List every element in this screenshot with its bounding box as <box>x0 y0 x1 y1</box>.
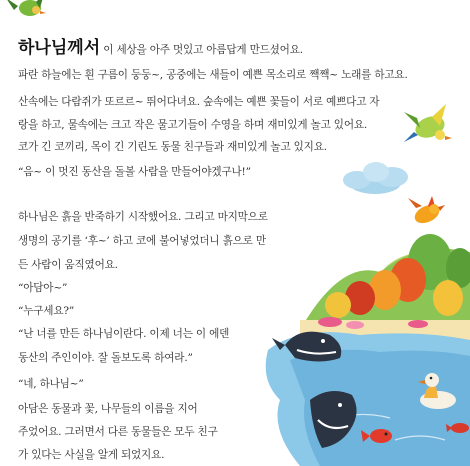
paragraph1-line-4: 코가 긴 코끼리, 목이 긴 기린도 동물 친구들과 재미있게 놀고 있지요. <box>18 141 327 153</box>
paragraph2-line-3: 든 사람이 움직였어요. <box>18 259 118 271</box>
bird-icon-orange <box>408 196 445 227</box>
paragraph2-line-1: 하나님은 흙을 반죽하기 시작했어요. 그리고 마지막으로 <box>18 211 268 223</box>
title-word: 하나님께서 <box>18 38 101 58</box>
paragraph1-line-3: 랑을 하고, 물속에는 크고 작은 물고기들이 수영을 하며 재미있게 놀고 있어요. <box>18 119 368 131</box>
paragraph2-line-11: 가 있다는 사실을 알게 되었지요. <box>18 449 165 461</box>
paragraph2-line-10: 주었어요. 그러면서 다른 동물들은 모두 친구 <box>18 426 218 438</box>
paragraph2-line-9: 아담은 동물과 꽃, 나무들의 이름을 지어 <box>18 403 198 415</box>
bird-icon-top-left <box>6 0 46 16</box>
title-line <box>18 33 303 58</box>
cloud-icon <box>343 162 408 194</box>
paragraph2-line-5: “누구세요?” <box>18 305 75 317</box>
title-rest: 이 세상을 아주 멋있고 아름답게 만드셨어요. <box>100 44 303 56</box>
paragraph2-line-2: 생명의 공기를 ‘후~’ 하고 코에 불어넣었더니 흙으로 만 <box>18 235 266 247</box>
paragraph1-line-5: “음~ 이 멋진 동산을 돌볼 사람을 만들어야겠구나!” <box>18 166 251 178</box>
paragraph2-line-6: “난 너를 만든 하나님이란다. 이제 너는 이 에덴 <box>18 328 230 340</box>
paragraph1-line-1: 파란 하늘에는 흰 구름이 둥둥~, 공중에는 새들이 예쁜 목소리로 짹짹~ 노래를 하고요. <box>18 69 408 81</box>
paragraph1-line-2: 산속에는 다람쥐가 또르르~ 뛰어다녀요. 숲속에는 예쁜 꽃들이 서로 예쁘다고 자 <box>18 96 380 108</box>
paragraph2-line-7: 동산의 주인이야. 잘 돌보도록 하여라.” <box>18 352 193 364</box>
landscape <box>300 234 470 345</box>
paragraph2-line-8: “네, 하나님~” <box>18 378 84 390</box>
bird-icon-right <box>404 104 452 142</box>
paragraph2-line-4: “아담아~” <box>18 282 68 294</box>
